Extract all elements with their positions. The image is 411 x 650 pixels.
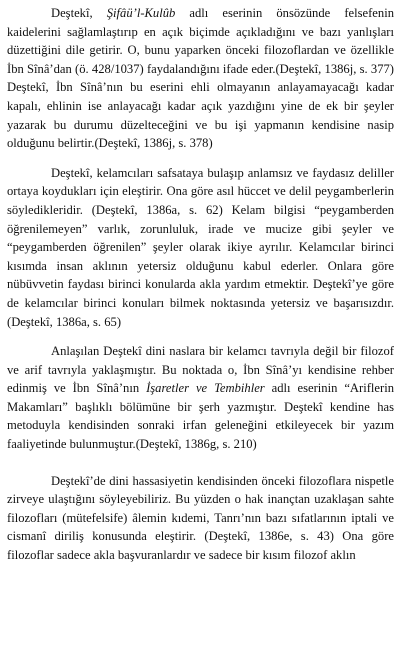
book-title-isaretler-ve-tembihler: İşaretler ve Tembihler bbox=[146, 381, 265, 396]
para3-text-b: adlı eserinin “Ariflerin Makamları” başlıklı bölümüne bir şerh yazmıştır. Deştekî kendine has metoduyla kendisinden sonraki irfan geleneğini etkileyecek bir yazım faaliyetinde bulunmuştur.(Deştekî, 1386g, s. 210) bbox=[7, 381, 394, 452]
para2-text: Deştekî, kelamcıları safsataya bulaşıp anlamsız ve faydasız deliller ortaya koydukları için eleştirir. Ona göre asıl hüccet ve delil peygamberlerin söyledikleridir. (Deştekî, 1386a, s. 62) Kelam bilgisi “peygamberden öğrenilemeyen” varlık, zorunluluk, irade ve mucize gibi şeyler ve “peygamberden öğrenilen” şeyler olarak ikiye ayrılır. Kelamcılar birinci kısımda insan aklının yetersiz olduğunu kabul ederler. Onlara göre nübüvvetin faydası birinci konularda akla yardım etmektir. Deştekî’ye göre de kelamcılar birinci konuları bilmek noktasında yetersiz ve başarısızdır.(Deştekî, 1386a, s. 65) bbox=[7, 165, 394, 329]
book-title-sifaul-kulub: Şifâü’l-Kulûb bbox=[106, 6, 176, 20]
para1-text-a: Deştekî, bbox=[51, 6, 107, 20]
paragraph-3 bbox=[7, 342, 394, 454]
body-text bbox=[7, 4, 394, 565]
paragraph-4 bbox=[7, 472, 394, 565]
para4-text: Deştekî’de dini hassasiyetin kendisinden önceki filozoflara nispetle zirveye ulaştığını söyleyebiliriz. Bu yüzden o hak inançtan uzaklaşan sahte filozofları (mütefelsife) âlemin kıdemi, Tanrı’nın bazı sıfatlarının iptali ve cismanî diriliş konusunda eleştirir. (Deştekî, 1386e, s. 43) Ona göre filozoflar sadece akla başvuranlardır ve sadece bir kısım filozof aklın bbox=[7, 473, 394, 563]
para3-text-a: Anlaşılan Deştekî dini naslara bir kelamcı tavrıyla değil bir filozof ve arif tavrıyla yaklaşmıştır. Bu noktada o, İbn Sînâ’yı kendisine rehber edinmiş ve İbn Sînâ’nın bbox=[7, 344, 394, 396]
paragraph-2 bbox=[7, 164, 394, 331]
para1-text-b: adlı eserinin önsözünde felsefenin kaidelerini sağlamlaştırıp en açık biçimde açıkladığını ve bazı yanlışları düzettiğini dile getirir. O, bunu yaparken önceki filozoflardan ve özellikle İbn Sînâ’dan (ö. 428/1037) faydalandığını ifade eder.(Deştekî, 1386j, s. 377) Deştekî, İbn Sînâ’nın bu eserini ehli olmayanın anlayamayacağı kadar kapalı, ehlinin ise anlayacağı kadar açık yazdığını yine de ek bir şeyler yazarak bu durumu düzelteceğini ve bu işi yapmanın kendisine nasip olduğunu belirtir.(Deştekî, 1386j, s. 378) bbox=[7, 6, 394, 151]
paragraph-1 bbox=[7, 4, 394, 153]
